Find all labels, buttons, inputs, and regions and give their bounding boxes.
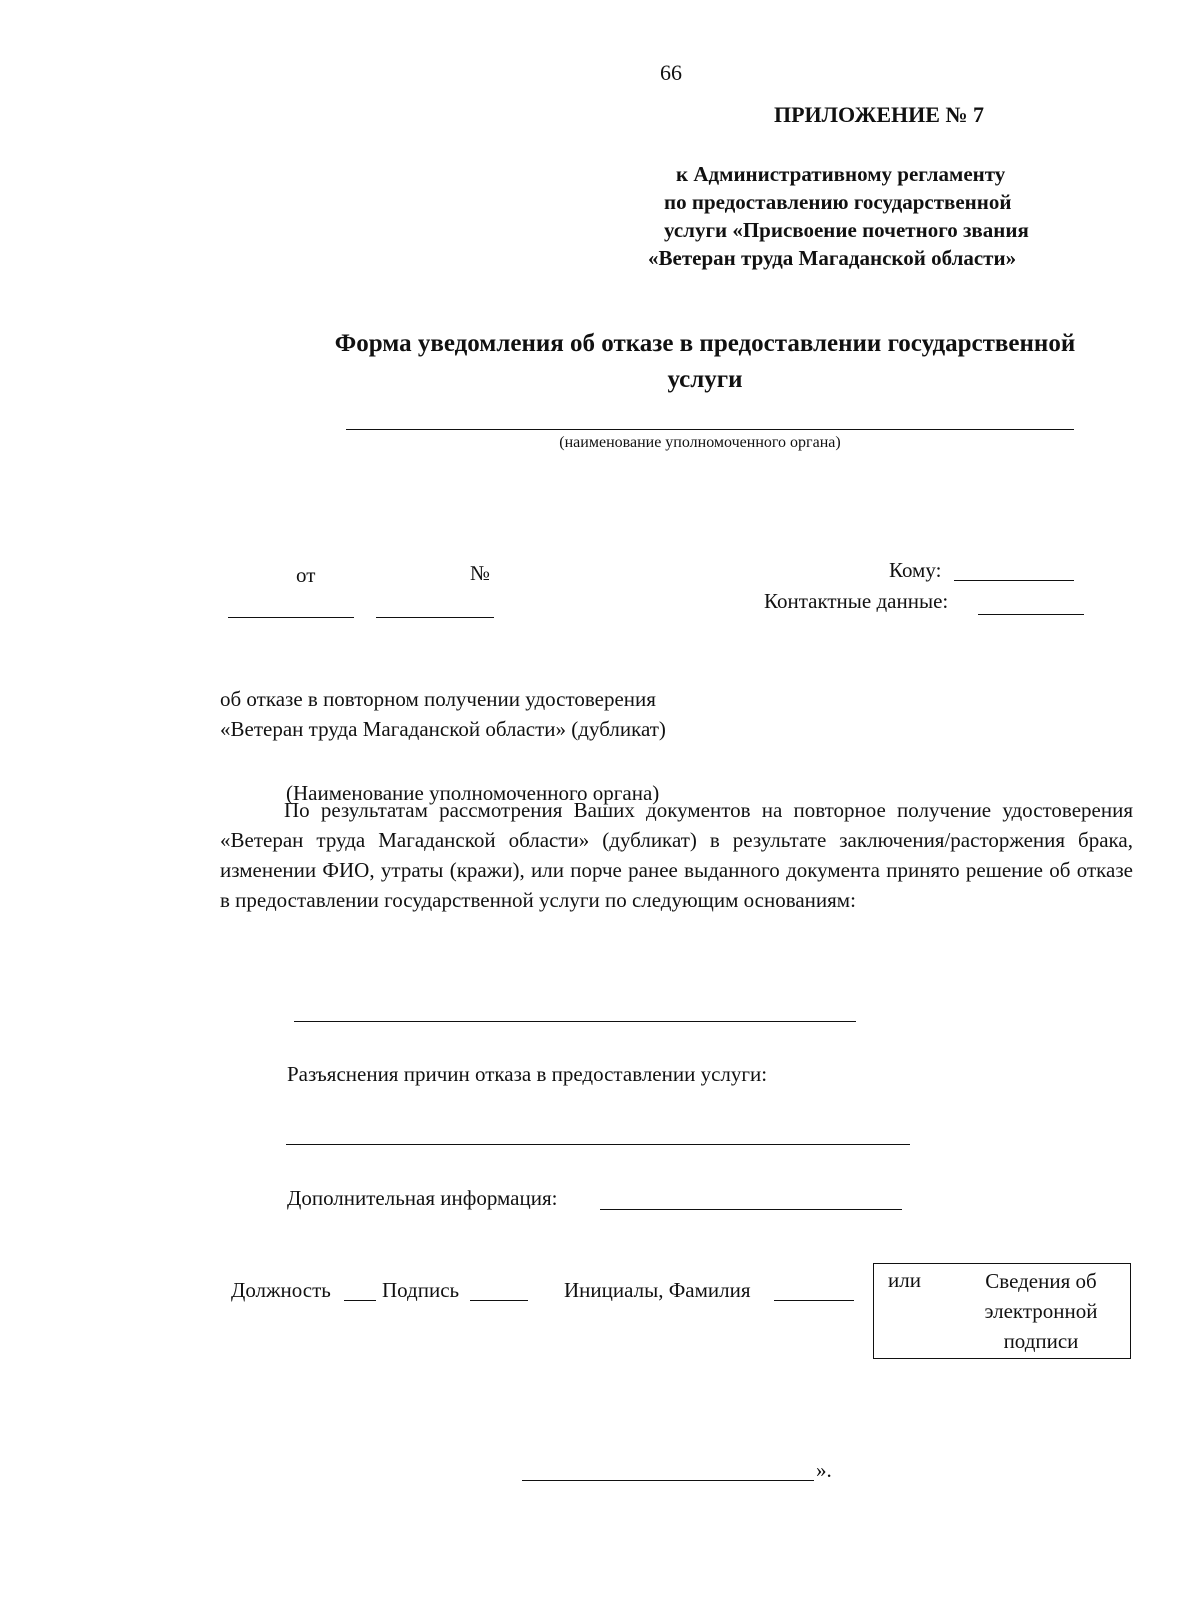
- form-title: [280, 326, 1130, 398]
- additional-info-blank-line: [600, 1209, 902, 1210]
- signature-label: Подпись: [382, 1278, 460, 1302]
- form-title-line: услуги: [667, 366, 743, 393]
- date-label: от: [296, 563, 316, 587]
- electronic-signature-box: [873, 1263, 1131, 1359]
- initials-blank-line: [774, 1300, 854, 1301]
- appendix-ref-line: услуги «Присвоение почетного звания: [664, 218, 1029, 242]
- authority-name: (Наименование уполномоченного органа): [286, 781, 660, 805]
- or-label: или: [888, 1268, 921, 1292]
- closing-blank-line: [522, 1480, 814, 1481]
- number-label: №: [470, 561, 491, 585]
- page-number: 66: [660, 60, 682, 85]
- grounds-blank-line: [294, 1021, 856, 1022]
- closing-quote: ».: [816, 1458, 832, 1482]
- to-blank-line: [954, 580, 1074, 581]
- refusal-paragraph: По результатам рассмотрения Ваших документов на повторное получение удостоверения «Ветеран труда Магаданской области» (дубликат) в результате заключения/расторжения брака, изменении ФИО, утраты (кражи), или порче ранее выданного документа принято решение об отказе в предоставлении государственной услуги по следующим основаниям:: [220, 798, 1133, 912]
- appendix-ref-line: к Административному регламенту: [676, 162, 1006, 186]
- additional-info-label: Дополнительная информация:: [287, 1186, 558, 1210]
- date-blank-line: [228, 617, 354, 618]
- contacts-label: Контактные данные:: [764, 589, 949, 613]
- signature-blank-line: [470, 1300, 528, 1301]
- explanation-blank-line: [286, 1144, 910, 1145]
- contacts-blank-line: [978, 614, 1084, 615]
- initials-label: Инициалы, Фамилия: [564, 1278, 751, 1302]
- form-title-line: Форма уведомления об отказе в предоставлении государственной: [334, 330, 1076, 357]
- subject-line: «Ветеран труда Магаданской области» (дубликат): [220, 717, 666, 741]
- position-blank-line: [344, 1300, 376, 1301]
- to-label: Кому:: [889, 558, 942, 582]
- electronic-signature-text: Сведения об электронной подписи: [984, 1269, 1098, 1353]
- position-label: Должность: [231, 1278, 331, 1302]
- explanation-label: Разъяснения причин отказа в предоставлении услуги:: [287, 1062, 768, 1086]
- appendix-title: ПРИЛОЖЕНИЕ № 7: [774, 102, 985, 127]
- subject-line: об отказе в повторном получении удостоверения: [220, 687, 656, 711]
- appendix-ref-line: «Ветеран труда Магаданской области»: [648, 246, 1017, 270]
- appendix-reference: [648, 160, 1029, 272]
- authority-caption: (наименование уполномоченного органа): [559, 434, 841, 451]
- appendix-ref-line: по предоставлению государственной: [664, 190, 1012, 214]
- authority-line: [346, 429, 1074, 430]
- number-blank-line: [376, 617, 494, 618]
